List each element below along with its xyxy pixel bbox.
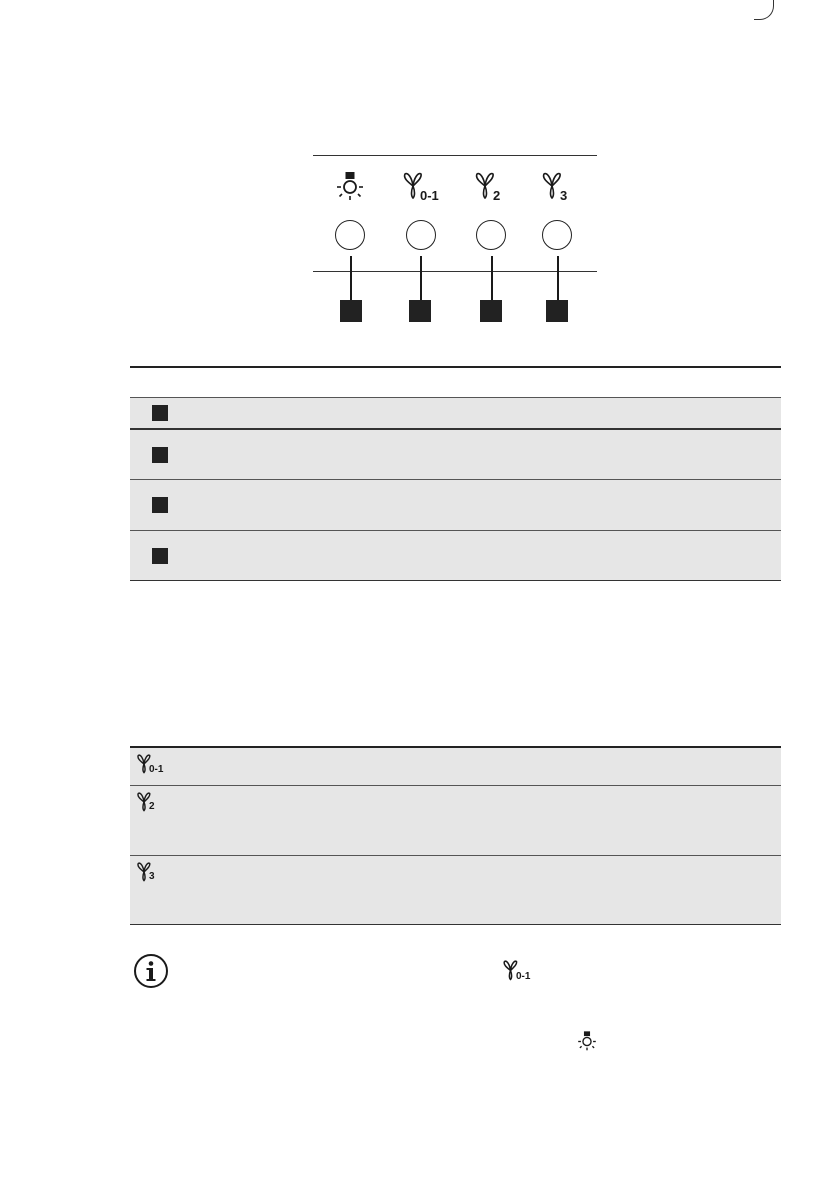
panel-top-line xyxy=(313,155,597,156)
page-corner-mark xyxy=(754,0,774,20)
callout-marker xyxy=(546,300,568,322)
panel-bottom-line xyxy=(313,271,597,272)
speed-row xyxy=(130,748,781,785)
row-marker xyxy=(152,405,168,421)
leader-line xyxy=(350,256,352,302)
table-row xyxy=(130,531,781,580)
info-icon xyxy=(133,953,169,989)
callout-marker xyxy=(409,300,431,322)
fan-speed-3-button[interactable] xyxy=(542,220,572,250)
light-bulb-icon xyxy=(576,1030,598,1053)
table-row xyxy=(130,430,781,479)
row-marker xyxy=(152,497,168,513)
light-button[interactable] xyxy=(335,220,365,250)
leader-line xyxy=(491,256,493,302)
table-bottom-rule xyxy=(130,580,781,581)
table-row xyxy=(130,398,781,428)
light-bulb-icon xyxy=(334,170,366,204)
table-header-rule xyxy=(130,366,781,368)
speed-row xyxy=(130,856,781,924)
speed-table-bottom-rule xyxy=(130,924,781,925)
speed-row xyxy=(130,786,781,855)
fan-speed-label: 3 xyxy=(560,188,568,203)
row-marker xyxy=(152,447,168,463)
fan-speed-2-button[interactable] xyxy=(476,220,506,250)
row-divider xyxy=(130,397,781,398)
table-row xyxy=(130,480,781,530)
fan-speed-label: 0-1 xyxy=(420,188,439,203)
callout-marker xyxy=(340,300,362,322)
fan-speed-label: 0-1 xyxy=(149,764,164,775)
leader-line xyxy=(420,256,422,302)
fan-speed-0-1-button[interactable] xyxy=(406,220,436,250)
fan-speed-label: 3 xyxy=(149,871,155,882)
row-marker xyxy=(152,548,168,564)
fan-speed-label: 2 xyxy=(493,188,501,203)
fan-speed-label: 2 xyxy=(149,801,155,812)
callout-marker xyxy=(480,300,502,322)
fan-speed-label: 0-1 xyxy=(516,971,531,982)
leader-line xyxy=(557,256,559,302)
